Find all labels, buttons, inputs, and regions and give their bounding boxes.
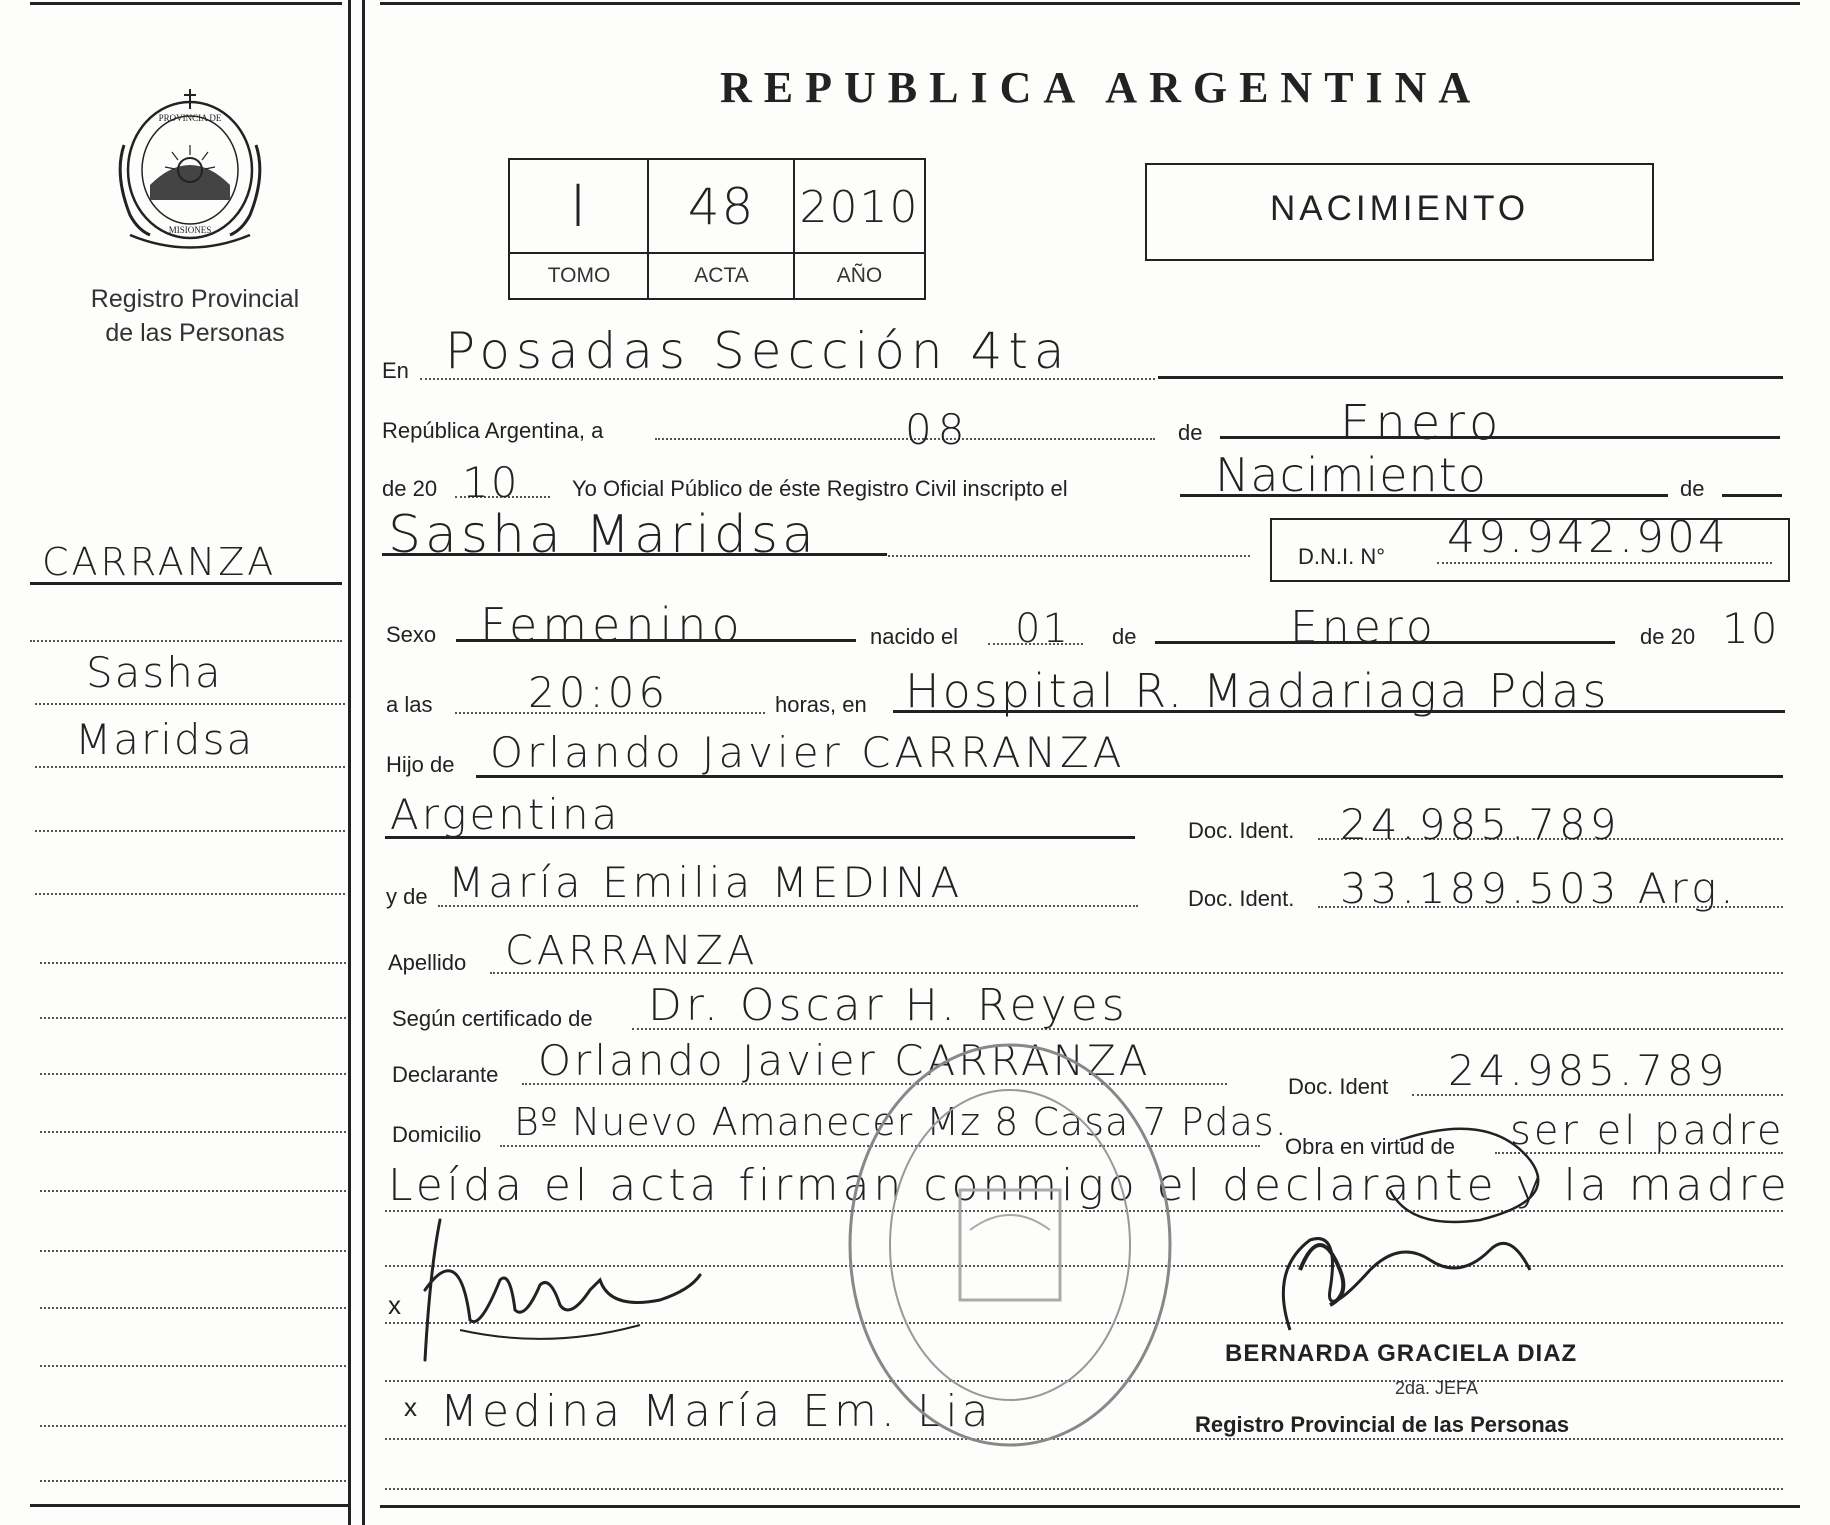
office-name-line-2: de las Personas — [105, 319, 285, 347]
field-sexo: Femenino — [480, 598, 745, 652]
field-acto: Nacimiento — [1215, 448, 1487, 502]
field-lugar-nac: Hospital R. Madariaga Pdas — [905, 664, 1610, 718]
field-padre: Orlando Javier CARRANZA — [490, 728, 1126, 777]
margin-line — [35, 893, 345, 895]
margin-line — [35, 830, 345, 832]
label-yo-oficial: Yo Oficial Público de éste Registro Civil inscripto el — [572, 476, 1068, 501]
form-bottom-rule — [380, 1505, 1800, 1508]
field-cierre: Leída el acta firman conmigo el declarante y la madre — [388, 1160, 1791, 1211]
margin-line — [40, 1131, 346, 1133]
margin-line — [40, 1365, 346, 1367]
label-y-de: y de — [386, 884, 428, 909]
field-anio-nac: 10 — [1722, 604, 1780, 653]
tomo-label: TOMO — [547, 264, 611, 287]
field-madre: María Emilia MEDINA — [448, 858, 964, 907]
field-domicilio: Bº Nuevo Amanecer Mz 8 Casa 7 Pdas. — [514, 1100, 1288, 1144]
field-line — [385, 836, 1135, 839]
margin-top-rule — [30, 2, 342, 5]
margin-line — [35, 703, 345, 705]
label-de-20-b: de 20 — [1640, 624, 1696, 649]
field-dia-registro: 08 — [905, 405, 971, 454]
record-number-box — [508, 158, 926, 300]
margin-line — [40, 1073, 346, 1075]
tomo-value: I — [569, 172, 589, 240]
margin-surname: CARRANZA — [42, 540, 277, 584]
margin-first-name: Sasha — [86, 648, 223, 697]
field-nacionalidad-padre: Argentina — [390, 790, 621, 839]
field-doc-declarante: 24.985.789 — [1448, 1046, 1729, 1095]
margin-line — [40, 1190, 346, 1192]
label-republica-a: República Argentina, a — [382, 418, 604, 443]
label-doc-ident-3: Doc. Ident — [1288, 1074, 1389, 1099]
field-line — [382, 553, 887, 556]
margin-line — [40, 962, 346, 964]
signature-mark-2: x — [404, 1392, 417, 1422]
margin-line — [40, 1425, 346, 1427]
label-dni: D.N.I. N° — [1298, 544, 1386, 569]
field-dni: 49.942.904 — [1447, 512, 1729, 563]
margin-middle-name: Maridsa — [75, 715, 255, 764]
label-apellido: Apellido — [388, 950, 467, 975]
field-mes-nac: Enero — [1290, 602, 1437, 653]
official-name: BERNARDA GRACIELA DIAZ — [1225, 1340, 1578, 1367]
label-de-20: de 20 — [382, 476, 438, 501]
field-apellido: CARRANZA — [505, 928, 759, 974]
label-doc-ident: Doc. Ident. — [1188, 818, 1295, 843]
margin-line — [40, 1250, 346, 1252]
label-hijo-de: Hijo de — [386, 752, 455, 777]
column-divider — [348, 0, 351, 1525]
field-doc-padre: 24.985.789 — [1340, 800, 1621, 849]
acta-label: ACTA — [694, 264, 749, 287]
field-obra-en-virtud: ser el padre — [1510, 1108, 1785, 1154]
margin-line — [40, 1480, 346, 1482]
label-segun-certificado: Según certificado de — [392, 1006, 593, 1031]
field-line — [888, 555, 1250, 557]
field-hora: 20:06 — [528, 668, 670, 717]
label-nacido-el: nacido el — [870, 624, 959, 649]
label-en: En — [382, 358, 409, 383]
label-de: de — [1178, 420, 1203, 445]
field-line — [1158, 376, 1783, 379]
seal-inscription-bottom: MISIONES — [168, 225, 212, 235]
label-de-3: de — [1112, 624, 1137, 649]
field-anio-registro: 10 — [462, 458, 520, 507]
father-signature-icon — [400, 1210, 720, 1370]
label-de-2: de — [1680, 476, 1705, 501]
margin-bottom-rule — [30, 1504, 348, 1507]
field-nombre: Sasha Maridsa — [388, 505, 818, 565]
field-lugar: Posadas Sección 4ta — [445, 322, 1071, 380]
official-position: 2da. JEFA — [1395, 1378, 1479, 1398]
anio-label: AÑO — [836, 264, 883, 287]
margin-line — [40, 1017, 346, 1019]
record-type: NACIMIENTO — [1269, 189, 1530, 228]
country-title: REPUBLICA ARGENTINA — [720, 63, 1483, 112]
official-signature-icon — [1230, 1120, 1630, 1350]
column-divider — [362, 0, 365, 1525]
label-declarante: Declarante — [392, 1062, 499, 1087]
field-certificado: Dr. Oscar H. Reyes — [648, 980, 1129, 1031]
registry-round-seal-icon — [840, 1030, 1180, 1460]
label-a-las: a las — [386, 692, 433, 717]
record-type-box — [1145, 163, 1654, 261]
signature-mark-1: x — [388, 1290, 401, 1320]
acta-value: 48 — [687, 178, 756, 236]
seal-inscription-top: PROVINCIA DE — [158, 113, 222, 123]
field-line — [1722, 494, 1782, 497]
office-name-line-1: Registro Provincial — [90, 285, 300, 313]
margin-surname-rule — [30, 582, 342, 585]
field-dia-nac: 01 — [1015, 606, 1070, 652]
label-domicilio: Domicilio — [392, 1122, 482, 1147]
field-line — [385, 1488, 1783, 1490]
field-doc-madre: 33.189.503 Arg. — [1340, 864, 1738, 913]
margin-line — [35, 766, 345, 768]
province-seal-icon — [110, 85, 270, 260]
mother-signature: Medina María Em. Lia — [440, 1386, 993, 1437]
label-doc-ident-2: Doc. Ident. — [1188, 886, 1295, 911]
margin-line — [30, 640, 342, 642]
label-horas-en: horas, en — [775, 692, 867, 717]
official-office: Registro Provincial de las Personas — [1195, 1412, 1570, 1437]
form-top-rule — [380, 2, 1800, 5]
anio-value: 2010 — [799, 182, 920, 233]
office-name — [35, 282, 355, 350]
margin-line — [40, 1307, 346, 1309]
field-declarante: Orlando Javier CARRANZA — [538, 1036, 1151, 1085]
label-sexo: Sexo — [386, 622, 437, 647]
label-obra-en-virtud: Obra en virtud de — [1285, 1134, 1455, 1159]
field-mes-registro: Enero — [1340, 395, 1504, 451]
dni-box — [1270, 512, 1790, 582]
